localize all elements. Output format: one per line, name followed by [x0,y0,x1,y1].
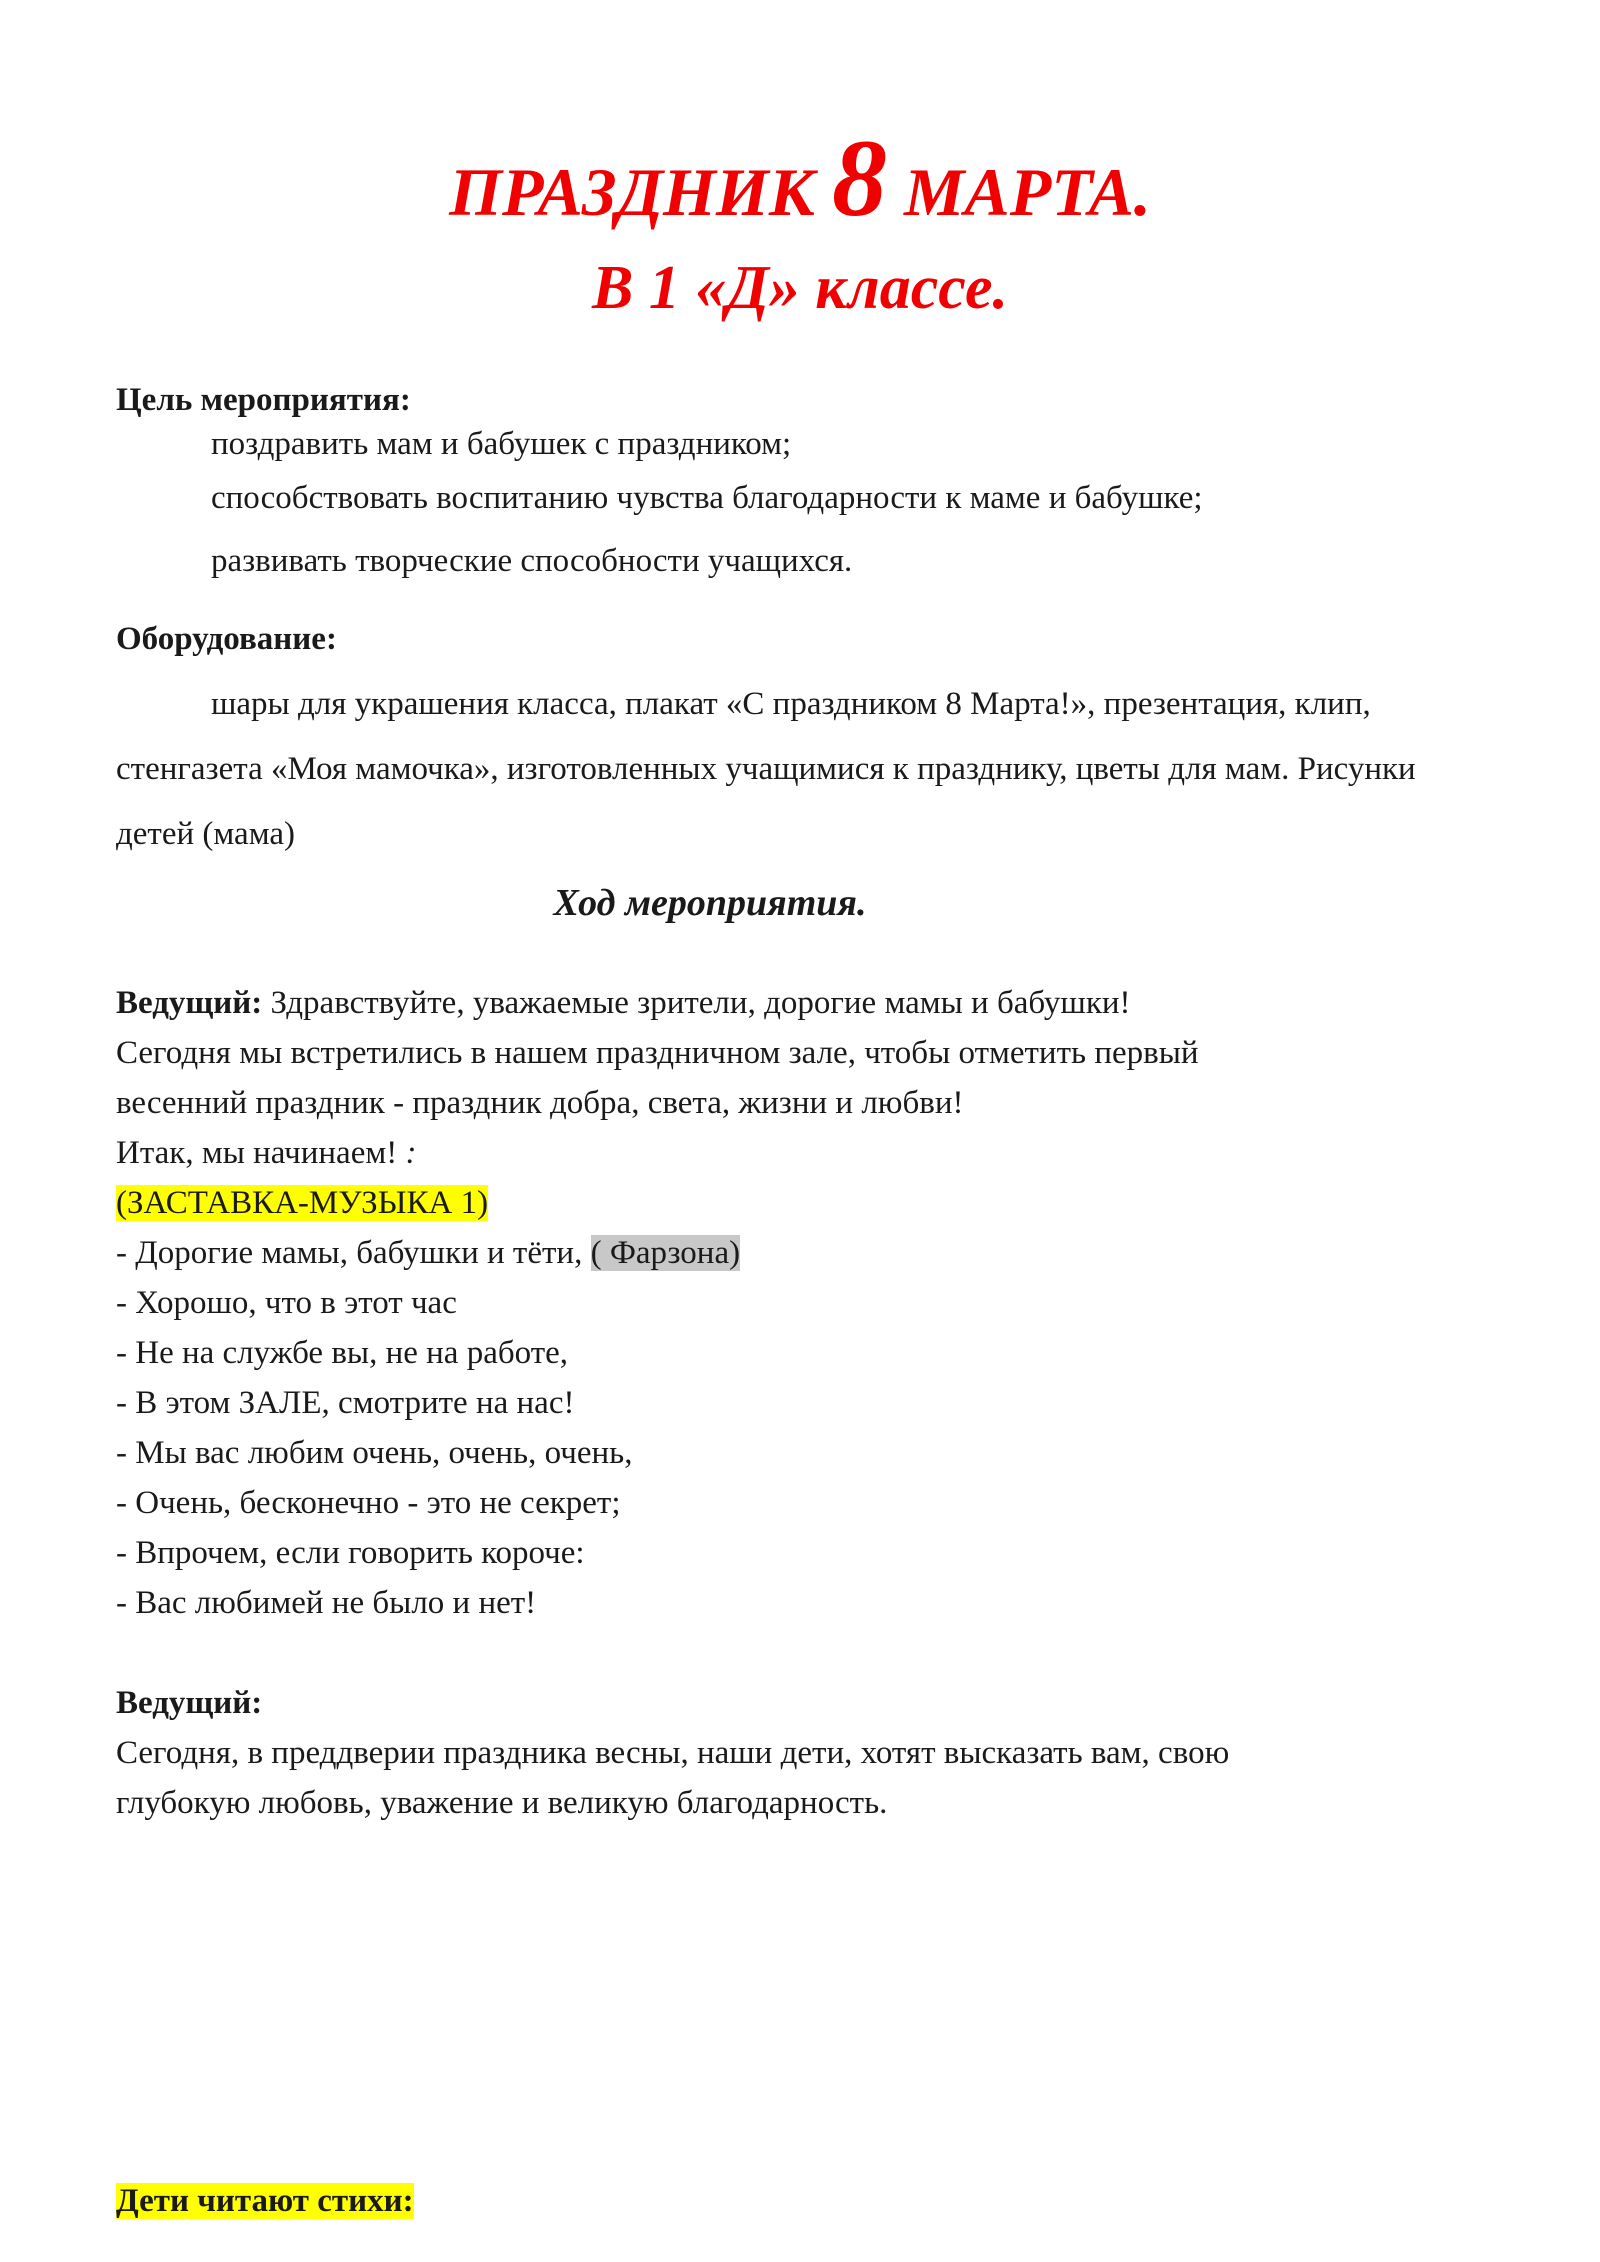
poem-line: - В этом ЗАЛЕ, смотрите на нас! [116,1385,575,1421]
host-label: Ведущий: [116,1685,263,1721]
script-line-text: Итак, мы начинаем! [116,1135,406,1171]
spacer [116,1628,1506,1678]
host-label: Ведущий: [116,985,263,1021]
poem-line: - Впрочем, если говорить короче: [116,1535,585,1571]
subtitle: В 1 «Д» классе. [592,254,1008,322]
poem-line: - Очень, бесконечно - это не секрет; [116,1485,621,1521]
script-line-colon: : [405,1135,417,1171]
title-number: 8 [831,117,887,239]
host-text: глубокую любовь, уважение и великую благодарность. [116,1785,888,1821]
poem-line [116,1228,1506,1278]
kids-read-line [116,2178,414,2224]
equipment-heading-wrap [116,617,1506,661]
script-line [116,1128,1506,1178]
music-cue: (ЗАСТАВКА-МУЗЫКА 1) [116,1185,489,1221]
kids-read: Дети читают стихи: [116,2183,414,2219]
poem-line: - Не на службе вы, не на работе, [116,1335,569,1371]
title-prefix: ПРАЗДНИК [449,154,832,230]
host-intro: Здравствуйте, уважаемые зрители, дорогие мамы и бабушки! [262,985,1131,1021]
goal-item: поздравить мам и бабушек с праздником; [211,426,792,462]
poem-reader: ( Фарзона) [590,1235,741,1271]
title-block [0,117,1600,336]
poem-line: - Хорошо, что в этот час [116,1285,457,1321]
script-section [116,978,1506,1828]
poem-line: - Мы вас любим очень, очень, очень, [116,1435,633,1471]
main-title [0,117,1600,240]
equipment-heading: Оборудование: [116,621,337,657]
goal-heading: Цель мероприятия: [116,382,411,418]
equipment-text: шары для украшения класса, плакат «С праздником 8 Марта!», презентация, клип, стенгазета «Моя мамочка», изготовленных учащимися к празднику, цветы для мам. Рисунки детей (мама) [116,686,1416,852]
goal-section [116,378,1506,591]
script-line: Сегодня мы встретились в нашем праздничном зале, чтобы отметить первый [116,1035,1199,1071]
music-cue-line [116,1178,1506,1228]
goal-item: развивать творческие способности учащихся. [211,543,853,579]
goal-item: способствовать воспитанию чувства благодарности к маме и бабушке; [211,480,1203,516]
script-line: весенний праздник - праздник добра, света, жизни и любви! [116,1085,964,1121]
host-text: Сегодня, в преддверии праздника весны, наши дети, хотят высказать вам, свою [116,1735,1230,1771]
poem-line-text: - Дорогие мамы, бабушки и тёти, [116,1235,591,1271]
poem-line: - Вас любимей не было и нет! [116,1585,537,1621]
title-suffix: МАРТА. [886,154,1151,230]
host-intro-line [116,978,1506,1028]
course-heading: Ход мероприятия. [553,882,867,924]
